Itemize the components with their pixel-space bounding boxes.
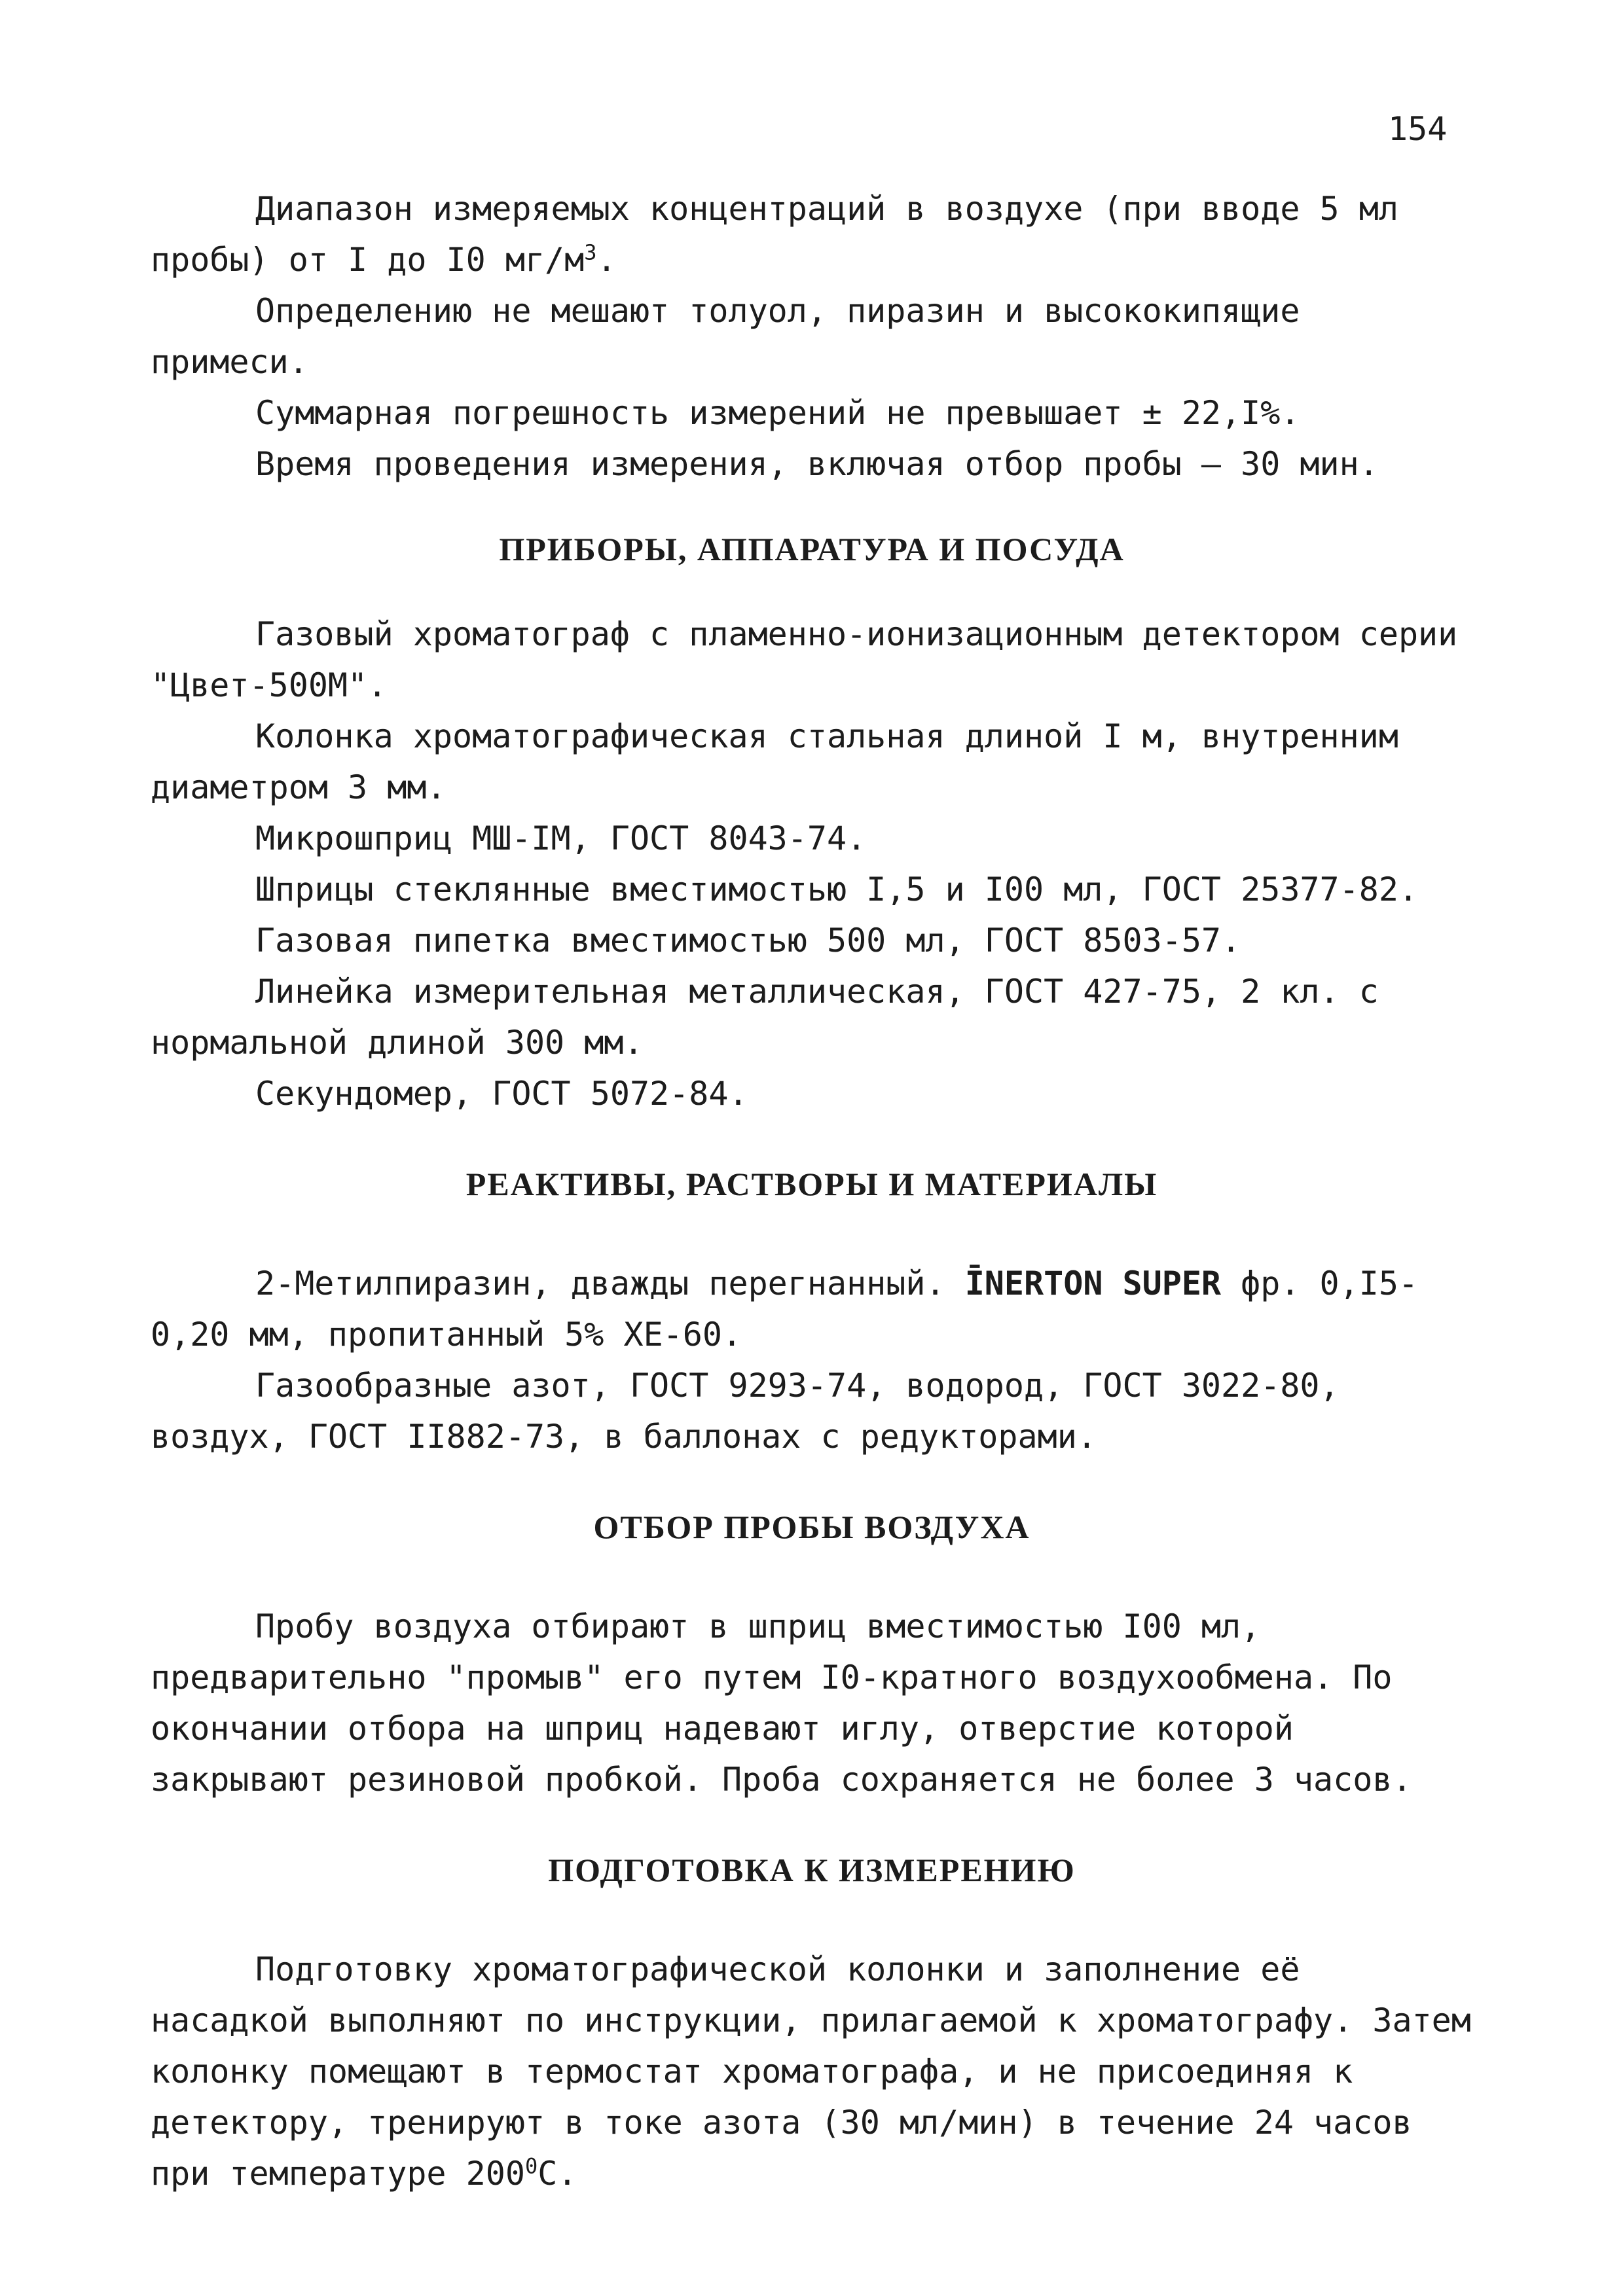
intro-section [151, 183, 1473, 490]
degree-superscript: 0 [524, 2153, 538, 2179]
equipment-item: Секундомер, ГОСТ 5072-84. [255, 1075, 748, 1113]
sampling-paragraph: Пробу воздуха отбирают в шприц вместимостью I00 мл, предварительно "промыв" его путем I0-кратного воздухообмена. По окончании отбора на шприц надевают иглу, отверстие которой закрывают резиновой пробкой. Проба сохраняется не более 3 часов. [151, 1607, 1412, 1799]
preparation-heading: ПОДГОТОВКА К ИЗМЕРЕНИЮ [548, 1852, 1076, 1888]
measurement-range-text: Диапазон измеряемых концентраций в воздухе (при вводе 5 мл пробы) от I до I0 мг/м [151, 190, 1398, 279]
error-paragraph: Суммарная погрешность измерений не превышает ± 22,I%. [255, 394, 1300, 432]
equipment-item: Микрошприц МШ-IМ, ГОСТ 8043-74. [255, 819, 867, 857]
equipment-item: Колонка хроматографическая стальная длиной I м, внутренним диаметром 3 мм. [151, 717, 1398, 806]
measurement-range-superscript: 3 [584, 240, 597, 265]
preparation-text: Подготовку хроматографической колонки и заполнение её насадкой выполняют по инструкции, прилагаемой к хроматографу. Затем колонку помещают в термостат хроматографа, и не присоединяя к детектору, тренируют в токе азота (30 мл/мин) в течение 24 часов при температуре 200 [151, 1950, 1471, 2193]
equipment-item: Шприцы стеклянные вместимостью I,5 и I00 мл, ГОСТ 25377-82. [255, 870, 1419, 908]
reagent-item-text-cont: фр. 0,I5-0,20 мм, пропитанный 5% ХЕ-60. [151, 1265, 1419, 1354]
inerton-label: ĪNERTON SUPER [964, 1265, 1222, 1302]
duration-paragraph: Время проведения измерения, включая отбор пробы – 30 мин. [255, 445, 1379, 483]
reagent-item [151, 1258, 1473, 1360]
measurement-range-end: . [596, 241, 617, 279]
page-number: 154 [1388, 110, 1448, 148]
measurement-range-paragraph [151, 183, 1473, 285]
equipment-item: Газовая пипетка вместимостью 500 мл, ГОСТ 8503-57. [255, 922, 1241, 960]
reagents-heading: РЕАКТИВЫ, РАСТВОРЫ И МАТЕРИАЛЫ [465, 1166, 1158, 1202]
document-body [151, 183, 1473, 2199]
equipment-heading: ПРИБОРЫ, АППАРАТУРА И ПОСУДА [499, 531, 1125, 567]
interference-paragraph: Определению не мешают толуол, пиразин и высококипящие примеси. [151, 292, 1300, 381]
preparation-paragraph [151, 1944, 1473, 2199]
equipment-list [151, 609, 1473, 1119]
reagent-item-text: 2-Метилпиразин, дважды перегнанный. [255, 1265, 965, 1302]
preparation-text-end: С. [538, 2155, 577, 2193]
equipment-item: Линейка измерительная металлическая, ГОСТ 427-75, 2 кл. с нормальной длиной 300 мм. [151, 973, 1379, 1062]
reagent-item: Газообразные азот, ГОСТ 9293-74, водород, ГОСТ 3022-80, воздух, ГОСТ II882-73, в баллонах с редукторами. [151, 1367, 1340, 1456]
equipment-item: Газовый хроматограф с пламенно-ионизационным детектором серии "Цвет-500М". [151, 615, 1458, 704]
reagents-list [151, 1258, 1473, 1462]
sampling-heading: ОТБОР ПРОБЫ ВОЗДУХА [593, 1509, 1030, 1545]
